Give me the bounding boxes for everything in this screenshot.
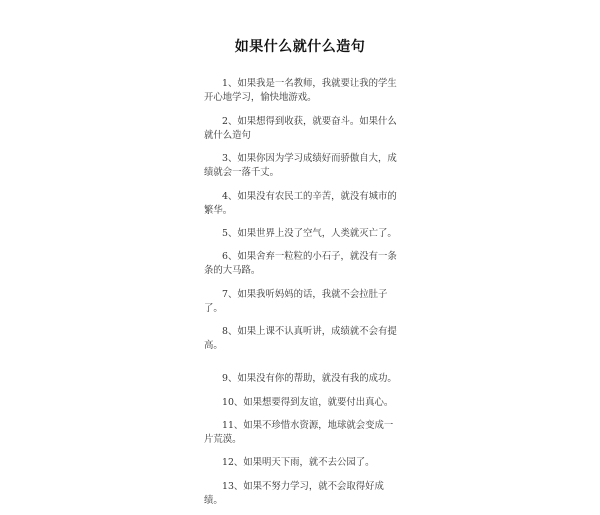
sentence-item-2: 2、如果想得到收获，就要奋斗。如果什么就什么造句	[204, 115, 397, 141]
sentence-item-4: 4、如果没有农民工的辛苦，就没有城市的繁华。	[204, 190, 397, 216]
sentence-item-10: 10、如果想要得到友谊，就要付出真心。	[222, 396, 394, 408]
document-title: 如果什么就什么造句	[234, 39, 366, 55]
sentence-item-12: 12、如果明天下雨，就不去公园了。	[222, 457, 375, 469]
sentence-item-6: 6、如果舍弃一粒粒的小石子，就没有一条条的大马路。	[204, 251, 397, 277]
sentence-item-9: 9、如果没有你的帮助，就没有我的成功。	[222, 373, 397, 385]
sentence-item-5: 5、如果世界上没了空气，人类就灭亡了。	[222, 227, 397, 239]
sentence-list	[204, 68, 400, 515]
sentence-item-11: 11、如果不珍惜水资源，地球就会变成一片荒漠。	[204, 419, 394, 445]
sentence-item-8: 8、如果上课不认真听讲，成绩就不会有提高。	[204, 326, 397, 352]
sentence-item-3: 3、如果你因为学习成绩好而骄傲自大，成绩就会一落千丈。	[204, 153, 397, 179]
sentence-item-1: 1、如果我是一名教师，我就要让我的学生开心地学习，愉快地游戏。	[204, 78, 397, 104]
sentence-item-7: 7、如果我听妈妈的话，我就不会拉肚子了。	[204, 288, 388, 314]
sentence-item-13: 13、如果不努力学习，就不会取得好成绩。	[204, 480, 384, 506]
